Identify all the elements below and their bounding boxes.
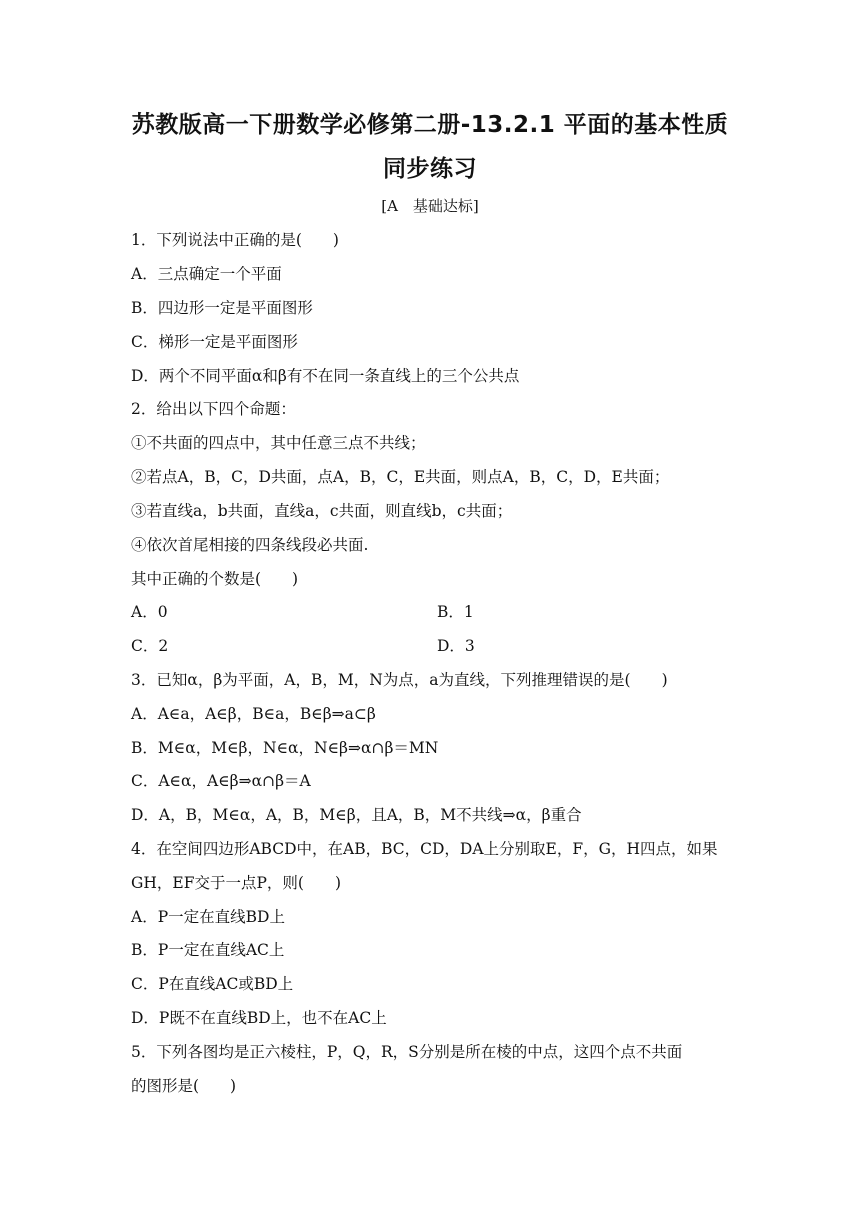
q2-statement-4: ④依次首尾相接的四条线段必共面.	[131, 536, 369, 554]
q3-option-c: C．A∈α，A∈β⇒α∩β＝A	[131, 772, 311, 790]
q5-stem-line1: 5．下列各图均是正六棱柱，P，Q，R，S分别是所在棱的中点，这四个点不共面	[131, 1043, 683, 1061]
q1-stem: 1．下列说法中正确的是( )	[131, 231, 339, 249]
q4-option-a: A．P一定在直线BD上	[131, 908, 285, 926]
q2-option-c: C．2	[131, 637, 169, 655]
q1-option-b: B．四边形一定是平面图形	[131, 299, 313, 317]
q3-option-b: B．M∈α，M∈β，N∈α，N∈β⇒α∩β＝MN	[131, 739, 439, 757]
q3-stem: 3．已知α，β为平面，A，B，M，N为点，a为直线，下列推理错误的是( )	[131, 671, 668, 689]
doc-subtitle: 同步练习	[383, 156, 477, 182]
q2-question: 其中正确的个数是( )	[131, 570, 299, 588]
q1-option-a: A．三点确定一个平面	[131, 265, 282, 283]
q2-statement-1: ①不共面的四点中，其中任意三点不共线；	[131, 434, 426, 452]
q1-option-d: D．两个不同平面α和β有不在同一条直线上的三个公共点	[131, 367, 520, 385]
q3-option-a: A．A∈a，A∈β，B∈a，B∈β⇒a⊂β	[131, 705, 376, 723]
q2-option-d: D．3	[437, 637, 475, 655]
q4-option-b: B．P一定在直线AC上	[131, 941, 285, 959]
q2-statement-3: ③若直线a，b共面，直线a，c共面，则直线b，c共面；	[131, 502, 513, 520]
q2-stem: 2．给出以下四个命题：	[131, 400, 296, 418]
q2-option-a: A．0	[131, 603, 168, 621]
q2-option-b: B．1	[437, 603, 474, 621]
section-heading: [A 基础达标]	[381, 197, 479, 215]
q4-option-c: C．P在直线AC或BD上	[131, 975, 294, 993]
q4-stem-line2: GH，EF交于一点P，则( )	[131, 874, 341, 892]
q5-stem-line2: 的图形是( )	[131, 1077, 237, 1095]
q4-option-d: D．P既不在直线BD上，也不在AC上	[131, 1009, 387, 1027]
q2-statement-2: ②若点A，B，C，D共面，点A，B，C，E共面，则点A，B，C，D，E共面；	[131, 468, 670, 486]
q4-stem-line1: 4．在空间四边形ABCD中，在AB，BC，CD，DA上分别取E，F，G，H四点，如果	[131, 840, 718, 858]
q3-option-d: D．A，B，M∈α，A，B，M∈β，且A，B，M不共线⇒α，β重合	[131, 806, 582, 824]
doc-title: 苏教版高一下册数学必修第二册-13.2.1 平面的基本性质	[131, 112, 729, 138]
q1-option-c: C．梯形一定是平面图形	[131, 333, 298, 351]
